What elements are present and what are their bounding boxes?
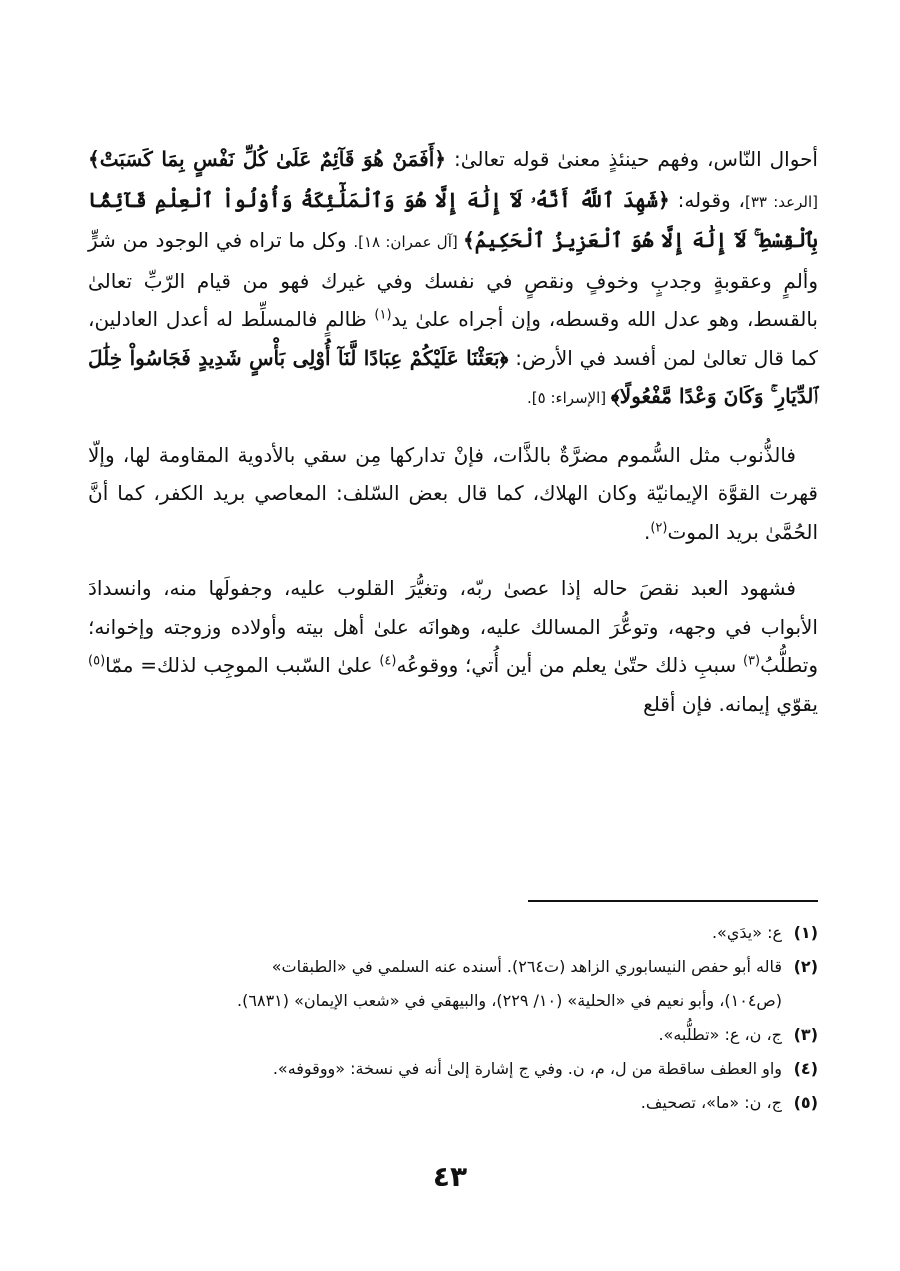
paragraph-3-text-3: علىٰ السّبب الموجِب لذلك= ممّا xyxy=(105,653,380,677)
footnote-2-continuation: (ص١٠٤)، وأبو نعيم في «الحلية» (١٠/ ٢٢٩)، والبيهقي في «شعب الإيمان» (٦٨٣١). xyxy=(237,991,782,1010)
paragraph-1-text-3: وكل ما تراه في الوجود من شرٍّ وألمٍ وعقوبةٍ وجدبٍ وخوفٍ ونقصٍ في نفسك وفي غيرك فهو من قيام الرّبِّ تعالىٰ بالقسط، وهو عدل الله وقسطه، وإن أجراه علىٰ يد xyxy=(88,228,818,331)
footnote-ref-3[interactable]: (٣) xyxy=(742,653,761,669)
footnote-1-text: ع: «يدَي». xyxy=(711,923,782,942)
paragraph-3 xyxy=(88,569,818,723)
paragraph-2 xyxy=(88,436,818,552)
page-number: ٤٣ xyxy=(432,1160,468,1193)
paragraph-3-text-4: يقوّي إيمانه. فإن أقلع xyxy=(643,691,818,716)
footnote-ref-5[interactable]: (٥) xyxy=(88,653,106,669)
paragraph-2-text-1: فالذُّنوب مثل السُّموم مضرَّةٌ بالذَّات، فإنْ تداركها مِن سقي بالأدوية المقاومة لها، وإلّا قهرت القوَّة الإيمانيّة وكان الهلاك، كما قال بعض السّلف: المعاصي بريد الكفر، كما أنَّ الحُمَّىٰ بريد الموت xyxy=(88,442,818,544)
footnote-3-number: (٣) xyxy=(793,1025,818,1044)
paragraph-1-text-1: أحوال النّاس، وفهم حينئذٍ معنىٰ قوله تعالىٰ: xyxy=(446,147,818,171)
footnote-3 xyxy=(88,1018,818,1052)
footnote-2-text: قاله أبو حفص النيسابوري الزاهد (ت٢٦٤). أسنده عنه السلمي في «الطبقات» xyxy=(271,957,782,976)
paragraph-1-text-2: ، وقوله: xyxy=(669,187,745,212)
footnote-5-number: (٥) xyxy=(793,1093,818,1112)
footnote-4-text: واو العطف ساقطة من ل، م، ن. وفي ج إشارة إلىٰ أنه في نسخة: «ووقوفه». xyxy=(272,1059,782,1078)
footnote-1-number: (١) xyxy=(793,923,818,942)
footnote-ref-1[interactable]: (١) xyxy=(374,307,392,323)
footnote-3-text: ج، ن، ع: «تطلُّبه». xyxy=(658,1025,782,1044)
footnote-ref-2[interactable]: (٢) xyxy=(650,519,668,535)
footnote-2-number: (٢) xyxy=(793,957,818,976)
footnote-5 xyxy=(88,1086,818,1120)
verse-reference-raad: [الرعد: ٣٣] xyxy=(745,192,818,211)
paragraph-3-text-2: سببِ ذلك حتّىٰ يعلم من أين أُتي؛ ووقوعُه xyxy=(396,653,743,677)
footnote-1 xyxy=(88,916,818,950)
main-text xyxy=(88,140,818,723)
paragraph-3-text-1: فشهود العبد نقصَ حاله إذا عصىٰ ربّه، وتغيُّرَ القلوب عليه، وجفولَها منه، وانسدادَ الأبواب في وجهه، وتوعُّرَ المسالك عليه، وهوانَه علىٰ أهل بيته وأولاده وزوجته وإخوانه؛ وتطلُّبُ xyxy=(88,576,818,677)
footnote-5-text: ج، ن: «ما»، تصحيف. xyxy=(640,1093,782,1112)
verse-reference-isra: [الإسراء: ٥]. xyxy=(527,389,611,407)
quran-verse-isra: ﴿بَعَثْنَا عَلَيْكُمْ عِبَادًا لَّنَآ أُوْلِى بَأْسٍ شَدِيدٍ فَجَاسُواْ خِلَٰلَ ٱلدِّيَارِ ۚ وَكَانَ وَعْدًا مَّفْعُولًا﴾ xyxy=(88,345,818,408)
paragraph-1 xyxy=(88,140,818,418)
paragraph-2-text-2: . xyxy=(643,519,651,544)
footnote-2 xyxy=(88,950,818,984)
footnote-4-number: (٤) xyxy=(793,1059,818,1078)
footnote-separator xyxy=(528,900,818,902)
verse-reference-al-imran: [آل عمران: ١٨]. xyxy=(353,233,463,251)
quran-verse-raad: ﴿أَفَمَنْ هُوَ قَآئِمٌ عَلَىٰ كُلِّ نَفْسٍ بِمَا كَسَبَتْ﴾ xyxy=(88,147,447,171)
paragraph-1-text-4: ظالمٍ فالمسلِّط له أعدل العادلين، كما قال تعالىٰ لمن أفسد في الأرض: xyxy=(88,307,818,370)
footnotes xyxy=(88,916,818,1120)
quran-verse-al-imran: ﴿شَهِدَ ٱللَّهُ أَنَّهُۥ لَآ إِلَٰهَ إِلَّا هُوَ وَٱلْمَلَٰٓئِكَةُ وَأُوْلُواْ ٱلْعِلْمِ قَآئِمًۢا بِٱلْقِسْطِ ۚ لَآ إِلَٰهَ إِلَّا هُوَ ٱلْعَزِيزُ ٱلْحَكِيمُ﴾ xyxy=(88,187,818,252)
footnote-4 xyxy=(88,1052,818,1086)
footnote-ref-4[interactable]: (٤) xyxy=(379,653,397,669)
